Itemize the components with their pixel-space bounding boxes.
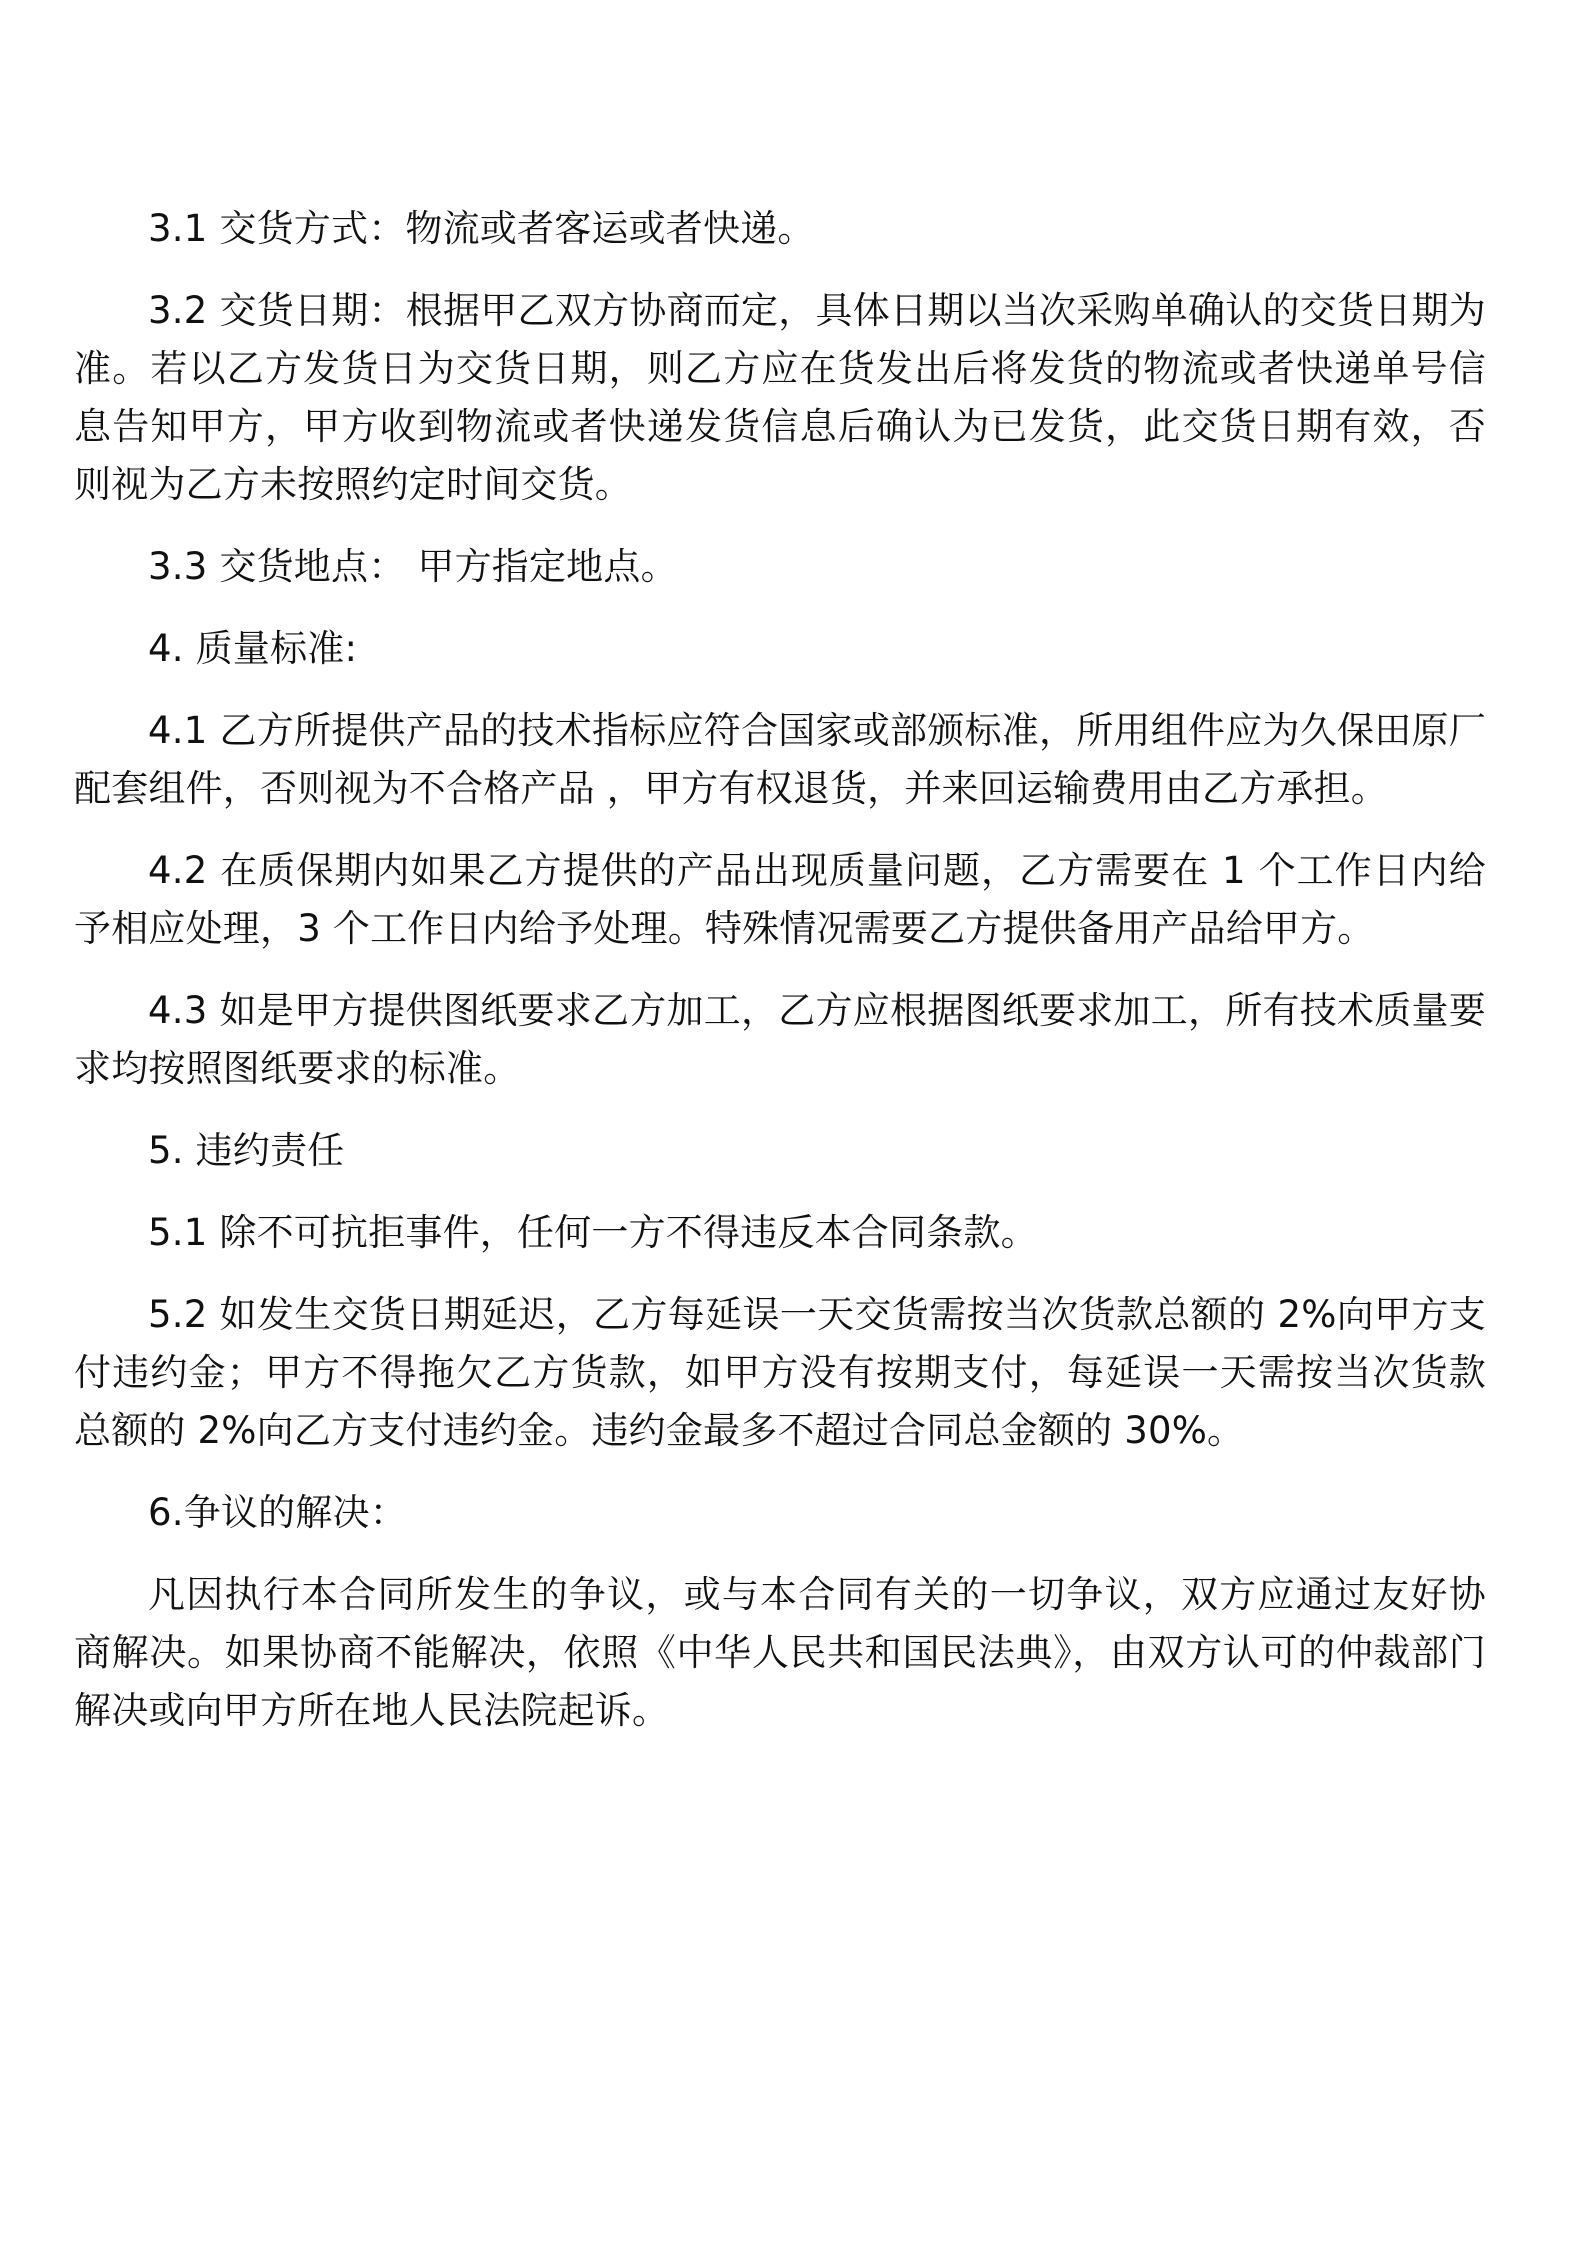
- clause-3-1-delivery-method: 3.1 交货方式：物流或者客运或者快递。: [148, 207, 815, 250]
- clause-5-2-penalty: 5.2 如发生交货日期延迟，乙方每延误一天交货需按当次货款总额的 2%向甲方支付违约金；甲方不得拖欠乙方货款，如甲方没有按期支付，每延误一天需按当次货款总额的 2%向乙方支付违约金。违约金最多不超过合同总金额的 30%。: [74, 1293, 1486, 1452]
- clause-6-dispute-resolution: 凡因执行本合同所发生的争议，或与本合同有关的一切争议，双方应通过友好协商解决。如果协商不能解决，依照《中华人民共和国民法典》，由双方认可的仲裁部门解决或向甲方所在地人民法院起诉。: [74, 1573, 1486, 1732]
- section-4-quality-heading: 4. 质量标准:: [148, 627, 358, 670]
- clause-4-3-drawing-processing: 4.3 如是甲方提供图纸要求乙方加工，乙方应根据图纸要求加工，所有技术质量要求均按照图纸要求的标准。: [74, 989, 1486, 1090]
- contract-body: [74, 200, 1486, 1764]
- clause-3-2-delivery-date: 3.2 交货日期：根据甲乙双方协商而定，具体日期以当次采购单确认的交货日期为准。若以乙方发货日为交货日期，则乙方应在货发出后将发货的物流或者快递单号信息告知甲方，甲方收到物流或者快递发货信息后确认为已发货，此交货日期有效，否则视为乙方未按照约定时间交货。: [74, 289, 1486, 506]
- clause-5-1-force-majeure: 5.1 除不可抗拒事件，任何一方不得违反本合同条款。: [148, 1211, 1038, 1254]
- section-6-dispute-heading: 6.争议的解决：: [148, 1491, 407, 1534]
- clause-4-1-technical-standard: 4.1 乙方所提供产品的技术指标应符合国家或部颁标准，所用组件应为久保田原厂配套组件，否则视为不合格产品 ，甲方有权退货，并来回运输费用由乙方承担。: [74, 709, 1486, 810]
- clause-3-3-delivery-place: 3.3 交货地点： 甲方指定地点。: [148, 545, 678, 588]
- clause-4-2-warranty-handling: 4.2 在质保期内如果乙方提供的产品出现质量问题，乙方需要在 1 个工作日内给予相应处理，3 个工作日内给予处理。特殊情况需要乙方提供备用产品给甲方。: [74, 849, 1486, 950]
- section-5-liability-heading: 5. 违约责任: [148, 1129, 345, 1172]
